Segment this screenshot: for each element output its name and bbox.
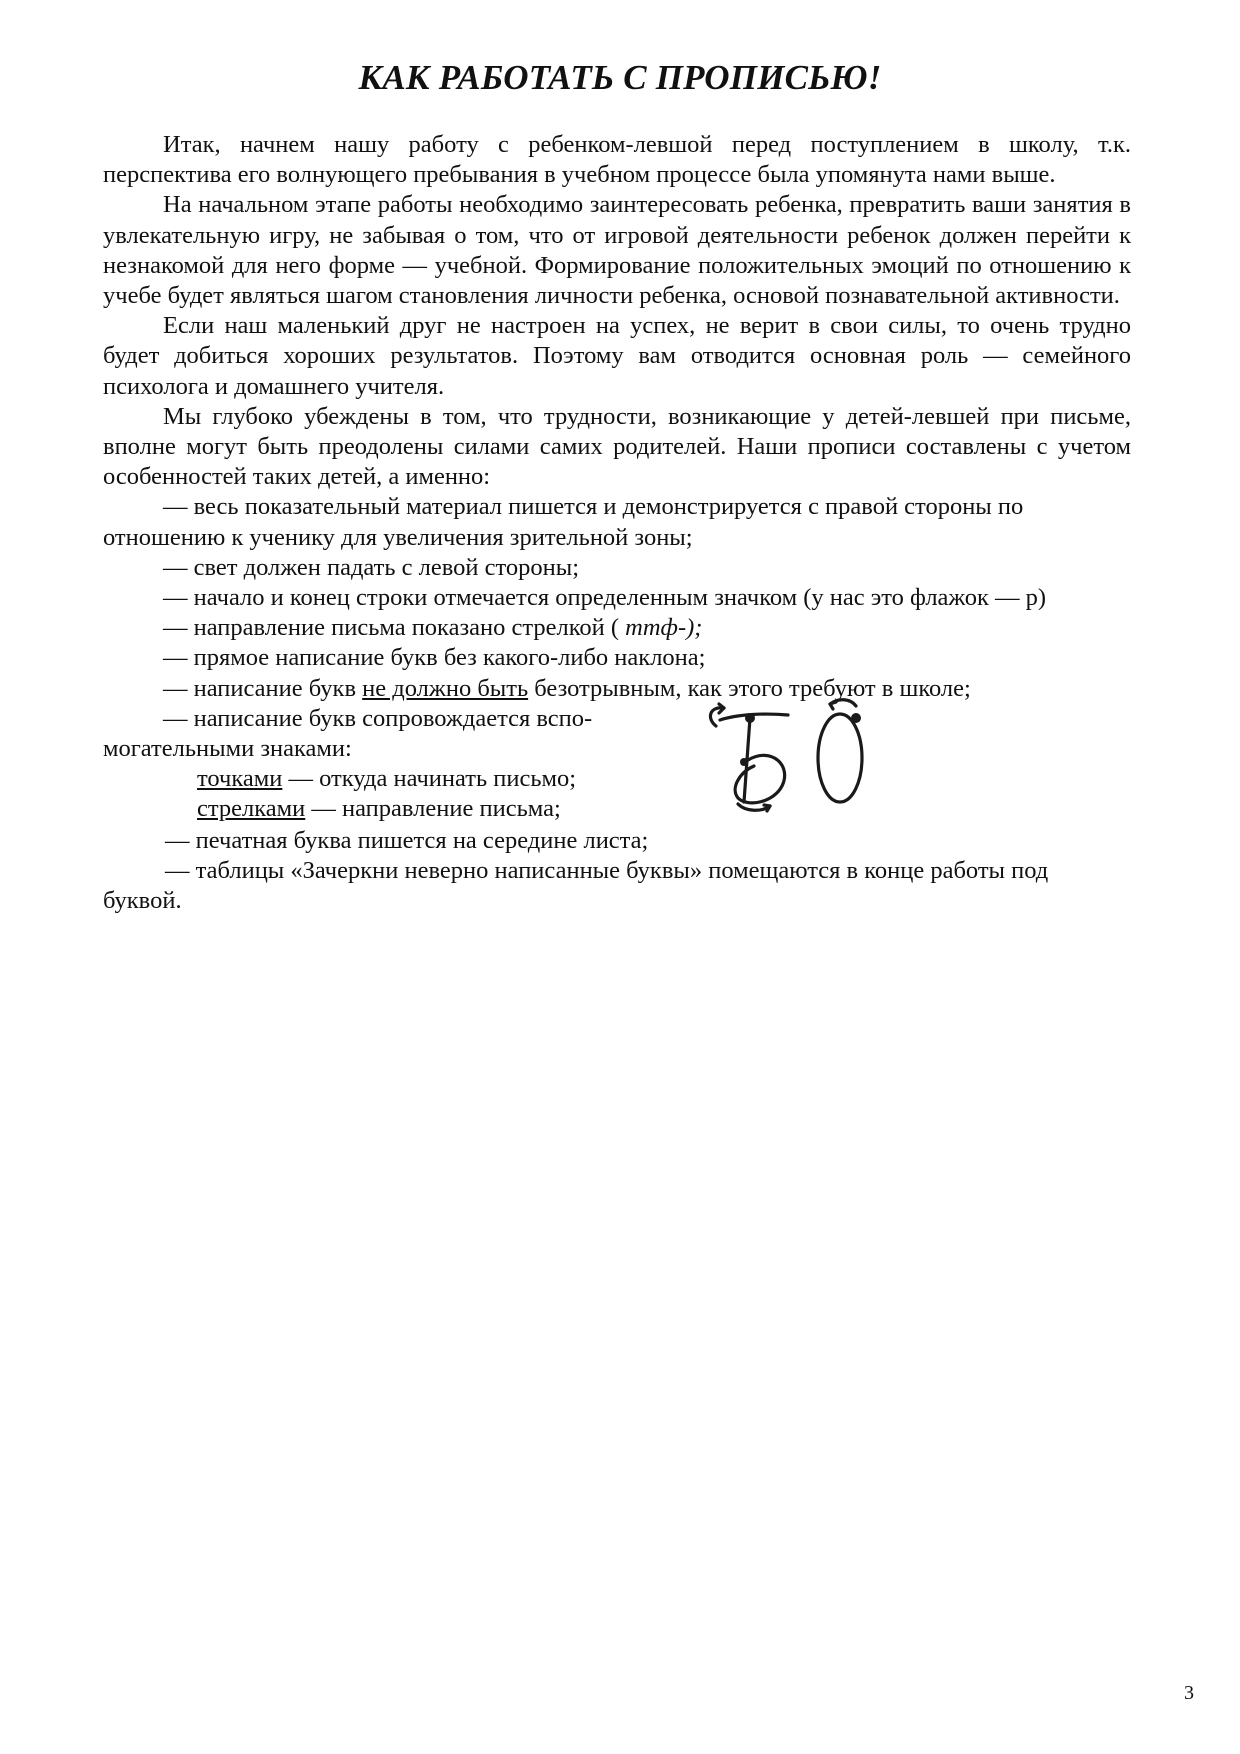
paragraph-success: Если наш маленький друг не настроен на успех, не верит в свои силы, то очень трудно будет добиться хороших результатов. Поэтому вам отводится основная роль — семейного психолога и домашнего учителя. bbox=[103, 312, 1131, 400]
direction-arrow-symbol: ттф-); bbox=[619, 614, 703, 642]
list-item-continuous-underlined: не должно быть bbox=[362, 674, 529, 702]
handwriting-letters-figure bbox=[688, 696, 883, 816]
sub-item-arrows-text: — направление письма; bbox=[305, 795, 561, 823]
sub-item-dots-label: точками bbox=[197, 765, 283, 793]
paragraph-belief: Мы глубоко убеждены в том, что трудности, возникающие у детей-левшей при письме, вполне могут быть преодолены силами самих родителей. Наши прописи составлены с учетом особенностей таких детей, а именно: bbox=[103, 402, 1131, 491]
list-item-continuous-post: безотрывным, как этого требуют в школе; bbox=[528, 674, 971, 702]
start-dot-icon bbox=[740, 758, 748, 766]
o-arrow-head-icon bbox=[830, 702, 836, 709]
body-text bbox=[103, 130, 1131, 916]
start-dot-icon bbox=[851, 713, 861, 723]
list-item-tables: — таблицы «Зачеркни неверно написанные буквы» помещаются в конце работы под буквой. bbox=[103, 857, 1049, 915]
list-item-straight: — прямое написание букв без какого-либо наклона; bbox=[163, 644, 706, 672]
list-item-line-marks: — начало и конец строки отмечается определенным значком (у нас это флажок — р) bbox=[163, 584, 1047, 612]
paragraph-initial-stage: На начальном этапе работы необходимо заинтересовать ребенка, превратить ваши занятия в увлекательную игру, не забывая о том, что от игровой деятельности ребенок должен перейти к незнакомой для него форме — учебной. Формирование положительных эмоций по отношению к учебе будет являться шагом становления личности ребенка, основой познавательной активности. bbox=[103, 191, 1131, 310]
list-item-material: — весь показательный материал пишется и демонстрируется с правой стороны по отношению к ученику для увеличения зрительной зоны; bbox=[103, 493, 1024, 551]
page-title: КАК РАБОТАТЬ С ПРОПИСЬЮ! bbox=[358, 58, 882, 97]
list-item-continuous-pre: — написание букв bbox=[163, 674, 363, 702]
list-item-direction bbox=[103, 613, 1131, 643]
sub-item-arrows-label: стрелками bbox=[197, 795, 306, 823]
list-item-auxiliary: — написание букв сопровождается вспо-могательными знаками: bbox=[103, 704, 593, 763]
auxiliary-signs-block bbox=[103, 704, 1131, 826]
list-item-direction-text: — направление письма показано стрелкой ( bbox=[163, 614, 620, 642]
sub-item-arrows bbox=[103, 794, 663, 824]
list-item-light: — свет должен падать с левой стороны; bbox=[163, 553, 580, 581]
auxiliary-signs-text bbox=[103, 704, 663, 825]
letter-o-stroke bbox=[818, 714, 862, 802]
page-number: 3 bbox=[1184, 1682, 1194, 1704]
paragraph-intro: Итак, начнем нашу работу с ребенком-левшой перед поступлением в школу, т.к. перспектива его волнующего пребывания в учебном процессе была упомянута нами выше. bbox=[103, 131, 1131, 189]
sub-item-dots bbox=[103, 764, 663, 794]
list-item-continuous bbox=[103, 674, 1131, 704]
start-dot-icon bbox=[745, 713, 755, 723]
sub-item-dots-text: — откуда начинать письмо; bbox=[282, 765, 577, 793]
list-item-print-letter: — печатная буква пишется на середине листа; bbox=[165, 826, 649, 854]
